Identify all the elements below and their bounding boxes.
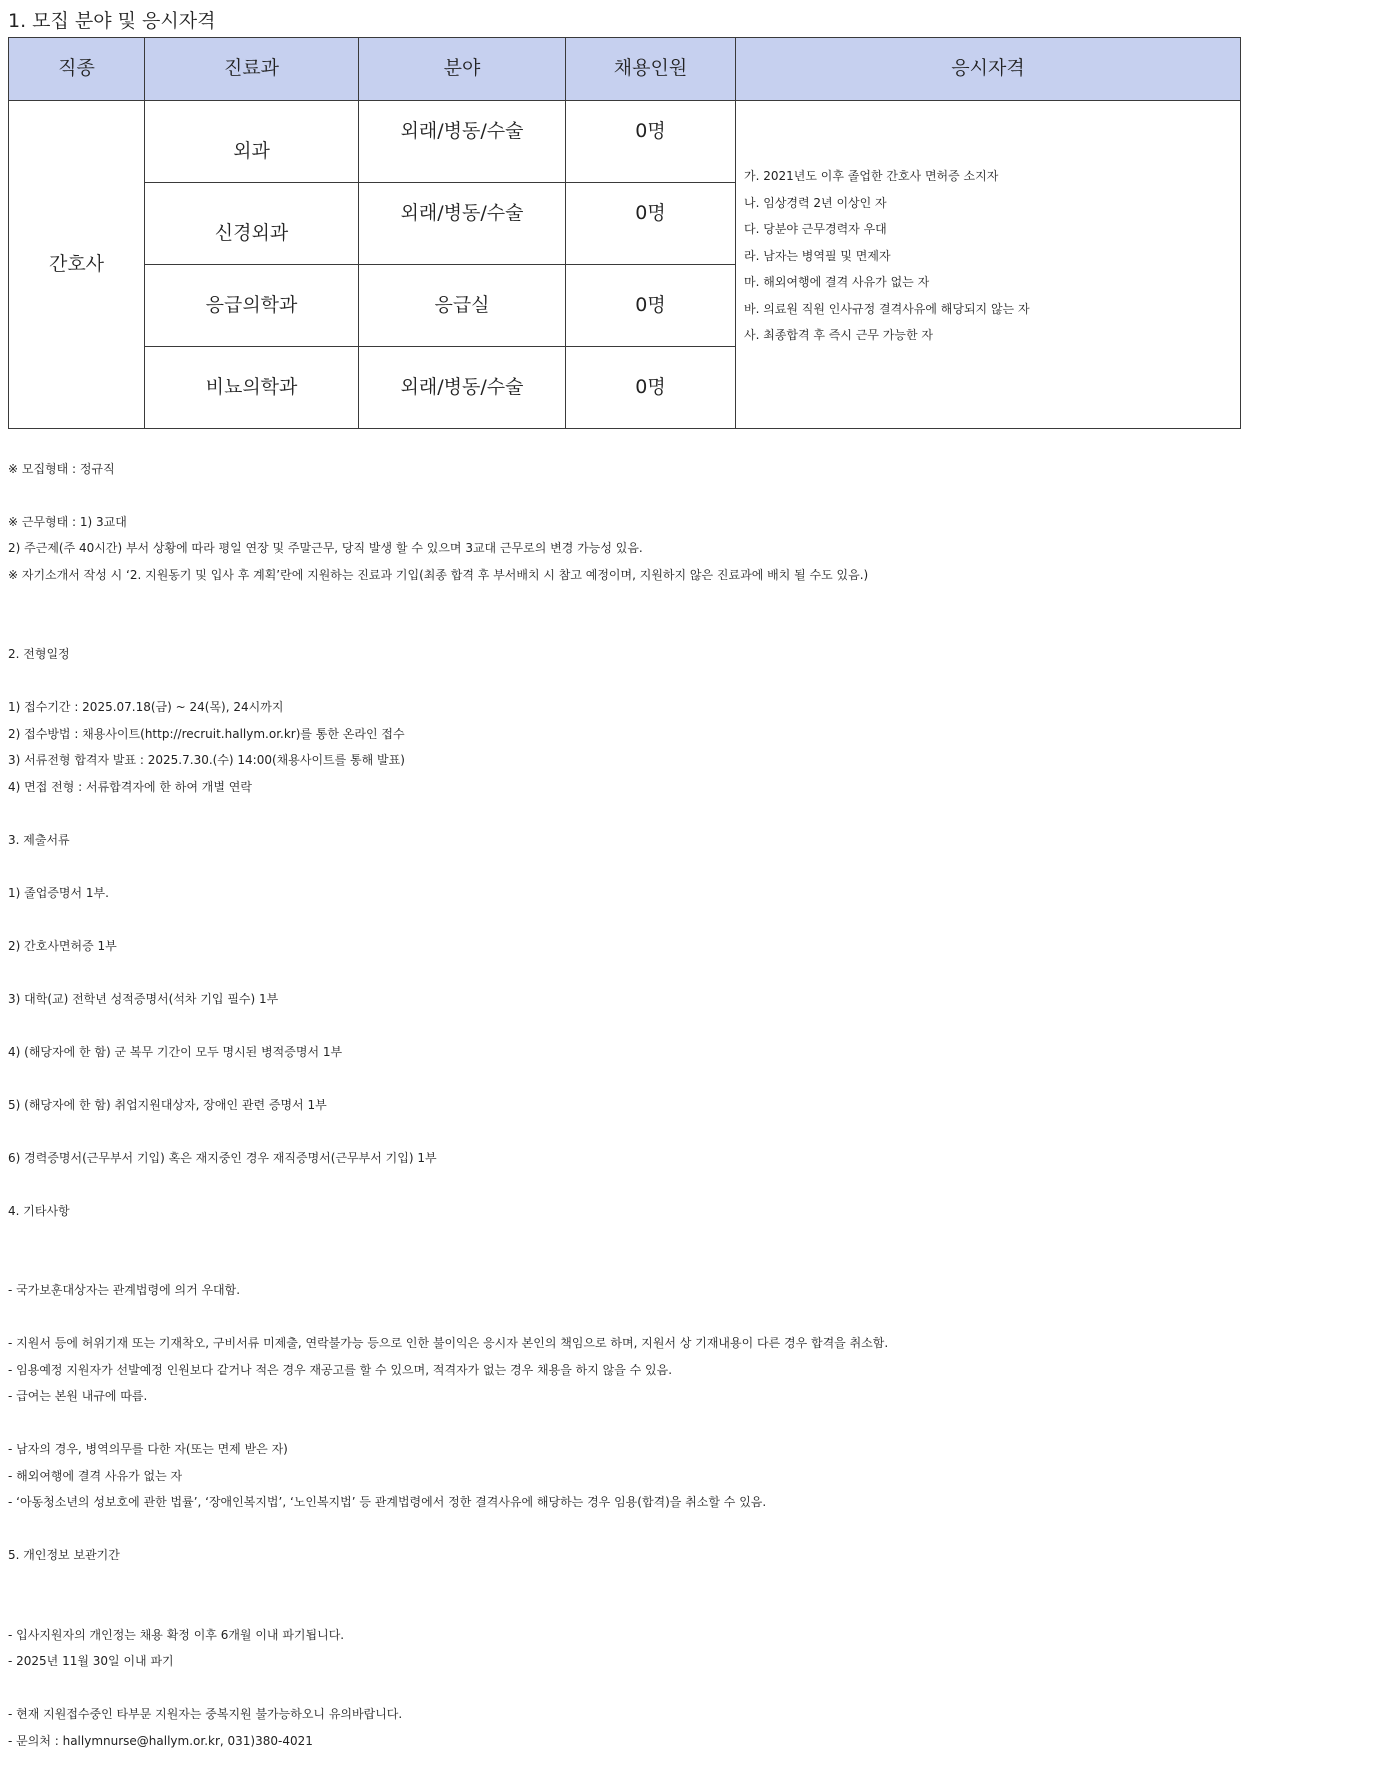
count-cell [566, 182, 736, 264]
misc-item: - 급여는 본원 내규에 따름. [8, 1389, 148, 1403]
field-label: 외래/병동/수술 [400, 119, 524, 142]
document-item: 5) (해당자에 한 함) 취업지원대상자, 장애인 관련 증명서 1부 [8, 1097, 327, 1112]
dept-cell [145, 346, 359, 428]
section-5-title: 5. 개인정보 보관기간 [8, 1548, 120, 1562]
intro-letter-note: ※ 자기소개서 작성 시 ‘2. 지원동기 및 입사 후 계획’란에 지원하는 진료과 기입(최종 합격 후 부서배치 시 참고 예정이며, 지원하지 않은 진료과에 배치 될 수도 있음.) [8, 567, 869, 582]
schedule-item: 2) 접수방법 : 채용사이트(http://recruit.hallym.or.kr)를 통한 온라인 접수 [8, 726, 405, 741]
count-label: 0명 [635, 293, 666, 316]
field-cell [359, 182, 566, 264]
misc-item: - ‘아동청소년의 성보호에 관한 법률’, ‘장애인복지법’, ‘노인복지법’ 등 관계법령에서 정한 결격사유에 해당하는 경우 임용(합격)을 취소할 수 있음. [8, 1495, 767, 1509]
section-2-title: 2. 전형일정 [8, 647, 70, 661]
qualification-item: 사. 최종합격 후 즉시 근무 가능한 자 [744, 328, 933, 343]
recruit-type-note: ※ 모집형태 : 정규직 [8, 461, 115, 476]
count-cell [566, 264, 736, 346]
qualification-item: 다. 당분야 근무경력자 우대 [744, 222, 887, 237]
qualification-cell [736, 100, 1241, 428]
qualification-item: 라. 남자는 병역필 및 면제자 [744, 248, 891, 263]
document-item: 4) (해당자에 한 함) 군 복무 기간이 모두 명시된 병적증명서 1부 [8, 1044, 343, 1059]
header-headcount: 채용인원 [566, 37, 736, 100]
work-type-note: ※ 근무형태 : 1) 3교대 [8, 514, 127, 529]
header-field: 분야 [359, 37, 566, 100]
work-type-detail: 2) 주근제(주 40시간) 부서 상황에 따라 평일 연장 및 주말근무, 당직 발생 할 수 있으며 3교대 근무로의 변경 가능성 있음. [8, 541, 643, 555]
qualification-item: 나. 임상경력 2년 이상인 자 [744, 195, 887, 210]
dept-cell [145, 182, 359, 264]
recruit-table [8, 37, 1241, 429]
field-label: 외래/병동/수술 [400, 201, 524, 224]
count-label: 0명 [635, 119, 666, 142]
dept-label: 비뇨의학과 [205, 375, 298, 398]
dept-label: 응급의학과 [205, 293, 298, 316]
field-cell [359, 264, 566, 346]
count-label: 0명 [635, 375, 666, 398]
table-row [9, 100, 1241, 182]
section-3-title: 3. 제출서류 [8, 832, 70, 847]
dept-cell [145, 264, 359, 346]
privacy-item: - 2025년 11월 30일 이내 파기 [8, 1654, 174, 1668]
job-type-cell: 간호사 [9, 100, 145, 428]
document-item: 3) 대학(교) 전학년 성적증명서(석차 기입 필수) 1부 [8, 991, 279, 1006]
misc-item: - 임용예정 지원자가 선발예정 인원보다 같거나 적은 경우 재공고를 할 수 있으며, 적격자가 없는 경우 채용을 하지 않을 수 있음. [8, 1362, 673, 1377]
qualification-item: 바. 의료원 직원 인사규정 결격사유에 해당되지 않는 자 [744, 301, 1030, 316]
misc-item: - 남자의 경우, 병역의무를 다한 자(또는 면제 받은 자) [8, 1442, 288, 1456]
misc-item: - 지원서 등에 허위기재 또는 기재착오, 구비서류 미제출, 연락불가능 등으로 인한 불이익은 응시자 본인의 책임으로 하며, 지원서 상 기재내용이 다른 경우 합격을 취소함. [8, 1336, 889, 1350]
document-item: 1) 졸업증명서 1부. [8, 885, 109, 900]
field-label: 응급실 [434, 293, 490, 316]
header-qualification: 응시자격 [736, 37, 1241, 100]
count-cell [566, 100, 736, 182]
field-cell [359, 346, 566, 428]
table-header-row [9, 37, 1241, 100]
section-4-title: 4. 기타사항 [8, 1203, 70, 1218]
schedule-item: 1) 접수기간 : 2025.07.18(금) ~ 24(목), 24시까지 [8, 700, 284, 714]
header-department: 진료과 [145, 37, 359, 100]
count-cell [566, 346, 736, 428]
document-item: 6) 경력증명서(근무부서 기입) 혹은 재지중인 경우 재직증명서(근무부서 기입) 1부 [8, 1150, 437, 1165]
section-1-title: 1. 모집 분야 및 응시자격 [8, 10, 216, 32]
qualification-item: 마. 해외여행에 결격 사유가 없는 자 [744, 275, 930, 290]
header-job-type: 직종 [9, 37, 145, 100]
field-cell [359, 100, 566, 182]
document-item: 2) 간호사면허증 1부 [8, 938, 117, 953]
qualification-item: 가. 2021년도 이후 졸업한 간호사 면허증 소지자 [744, 169, 999, 184]
schedule-item: 3) 서류전형 합격자 발표 : 2025.7.30.(수) 14:00(채용사이트를 통해 발표) [8, 753, 405, 767]
privacy-item: - 입사지원자의 개인정는 채용 확정 이후 6개월 이내 파기됩니다. [8, 1627, 345, 1642]
dept-label: 신경외과 [214, 221, 289, 244]
dept-label: 외과 [233, 139, 270, 162]
misc-item: - 국가보훈대상자는 관계법령에 의거 우대함. [8, 1283, 241, 1297]
dept-cell [145, 100, 359, 182]
misc-item: - 해외여행에 결격 사유가 없는 자 [8, 1468, 183, 1483]
count-label: 0명 [635, 201, 666, 224]
field-label: 외래/병동/수술 [400, 375, 524, 398]
contact-line[interactable]: - 문의처 : hallymnurse@hallym.or.kr, 031)380-4021 [8, 1733, 313, 1748]
privacy-item: - 현재 지원접수중인 타부문 지원자는 중복지원 불가능하오니 유의바랍니다. [8, 1707, 403, 1721]
schedule-item: 4) 면접 전형 : 서류합격자에 한 하여 개별 연락 [8, 779, 252, 794]
